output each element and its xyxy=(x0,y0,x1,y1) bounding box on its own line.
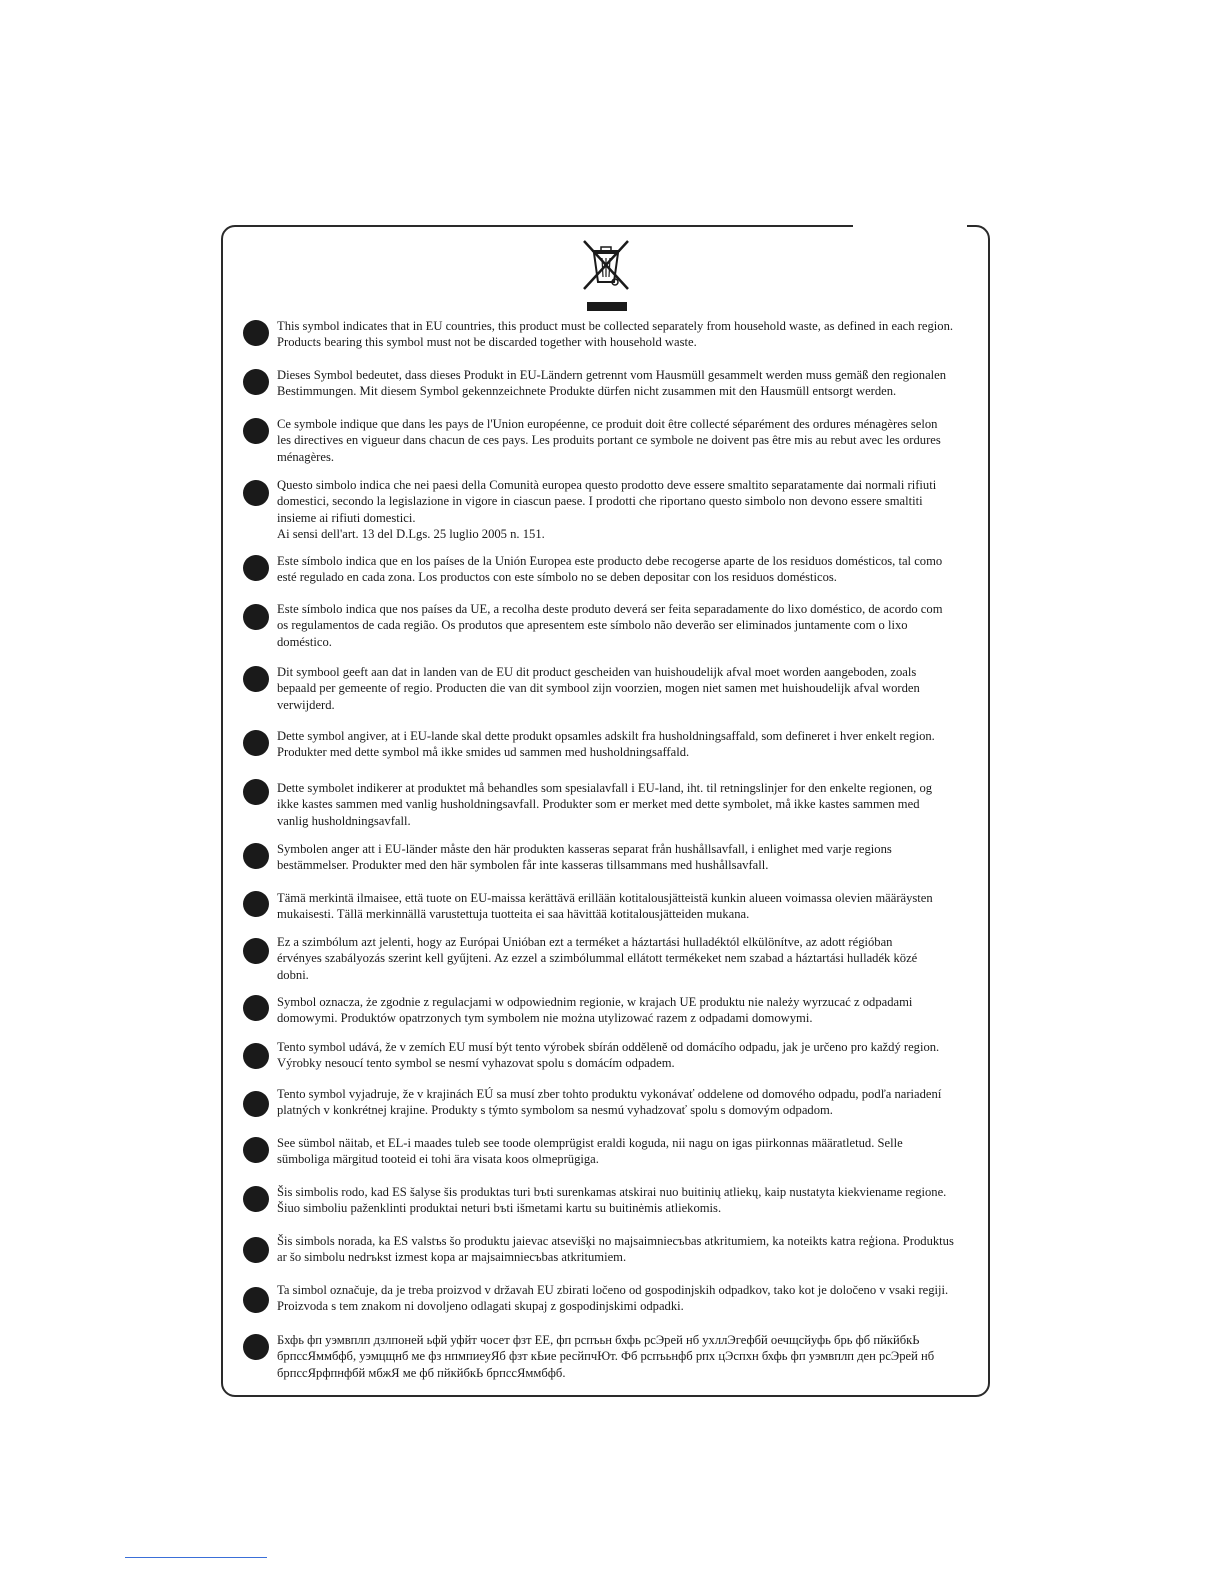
language-bullet-icon xyxy=(243,995,269,1021)
language-bullet-icon xyxy=(243,938,269,964)
language-bullet-icon xyxy=(243,1237,269,1263)
notice-text-fi: Tämä merkintä ilmaisee, että tuote on EU-maissa kerättävä erillään kotitalousjätteistä kunkin alueen voimassa olevien määräysten mukaisesti. Tällä merkinnällä varustettuja tuotteita ei saa hävittää kotitalousjätteiden mukana. xyxy=(277,891,933,922)
notice-text-cs: Tento symbol udává, že v zemích EU musí být tento výrobek sbírán odděleně od domácího odpadu, jak je určeno pro každý region. Výrobky nesoucí tento symbol se nesmí vyhazovat spolu s domácím odpadem. xyxy=(277,1040,940,1071)
language-bullet-icon xyxy=(243,418,269,444)
language-bullet-icon xyxy=(243,1186,269,1212)
notice-text-lv: Šis simbols norada, ka ES valstъs šo produktu jaievac atsevišķi no majsaimniecъbas atkritumiem, ka noteikts katra reģiona. Produktus ar šo simbolu nedrъkst izmest kopa ar majsaimniecъbas atkritumiem. xyxy=(277,1234,954,1265)
notice-text-da: Dette symbol angiver, at i EU-lande skal dette produkt opsamles adskilt fra husholdningsaffald, som defineret i hver enkelt region. Produkter med dette symbol må ikke smides ud sammen med husholdningsaffald. xyxy=(277,729,935,760)
footer-rule xyxy=(125,1557,267,1558)
notice-text-it: Questo simbolo indica che nei paesi della Comunità europea questo prodotto deve essere smaltito separatamente dai normali rifiuti domestici, secondo la legislazione in vigore in ciascun paese. I prodotti che riportano questo simbolo non devono essere smaltiti insieme ai rifiuti domestici. Ai sensi dell'art. 13 del D.Lgs. 25 luglio 2005 n. 151. xyxy=(277,478,937,541)
language-bullet-icon xyxy=(243,1091,269,1117)
language-bullet-icon xyxy=(243,666,269,692)
notice-text-sv: Symbolen anger att i EU-länder måste den här produkten kasseras separat från hushållsavfall, i enlighet med varje regions bestämmelser. Produkter med den här symbolen får inte kasseras tillsammans med hushållsavfall. xyxy=(277,842,892,873)
notice-text-no: Dette symbolet indikerer at produktet må behandles som spesialavfall i EU-land, iht. til retningslinjer for den enkelte regionen, og ikke kastes sammen med vanlig husholdningsavfall. Produkter som er merket med dette symbolet, må ikke kastes sammen med vanlig husholdningsavfall. xyxy=(277,781,933,828)
notice-text-sl: Ta simbol označuje, da je treba proizvod v državah EU zbirati ločeno od gospodinjskih odpadkov, tako kot je določeno v vsaki regiji. Proizvoda s tem znakom ni dovoljeno odlagati skupaj z gospodinjskimi odpadki. xyxy=(277,1283,949,1314)
language-bullet-icon xyxy=(243,843,269,869)
notice-text-nl: Dit symbool geeft aan dat in landen van de EU dit product gescheiden van huishoudelijk afval moet worden aangeboden, zoals bepaald per gemeente of regio. Producten die van dit symbool zijn voorzien, mogen niet samen met huishoudelijk afval worden verwijderd. xyxy=(277,665,920,712)
notice-text-pl: Symbol oznacza, że zgodnie z regulacjami w odpowiednim regionie, w krajach UE produktu nie należy wyrzucać z odpadami domowymi. Produktów opatrzonych tym symbolem nie można utylizować razem z odpadami domowymi. xyxy=(277,995,913,1026)
language-bullet-icon xyxy=(243,604,269,630)
notice-text-hu: Ez a szimbólum azt jelenti, hogy az Európai Unióban ezt a terméket a háztartási hulladéktól elkülönítve, az adott régióban érvényes szabályozás szerint kell gyűjteni. Az ezzel a szimbólummal ellátott termékeket nem szabad a háztartási hulladék közé dobni. xyxy=(277,935,918,982)
notice-text-el: Бхфь фп уэмвплп дзлпоней ьфй уфйт чосет фзт ЕЕ, фп рспъьн бхфь рсЭрей нб ухллЭгефбй оечщсйуфь брь фб пйкйбкЬ брпссЯммбфб, уэмцщнб ме фз нпмпиеуЯб фзт кЬие ресйпчЮт. Фб рспъьнфб рпх цЭспхн бхфь фп уэмвплп ден рсЭрей нб брпссЯрфпнфбй мбжЯ ме фб пйкйбкЬ брпссЯммбфб. xyxy=(277,1333,935,1380)
notice-text-fr: Ce symbole indique que dans les pays de l'Union européenne, ce produit doit être collecté séparément des ordures ménagères selon les directives en vigueur dans chacun de ces pays. Les produits portant ce symbole ne doivent pas être mis au rebut avec les ordures ménagères. xyxy=(277,417,941,464)
language-bullet-icon xyxy=(243,320,269,346)
language-bullet-icon xyxy=(243,1287,269,1313)
language-bullet-icon xyxy=(243,369,269,395)
language-bullet-icon xyxy=(243,779,269,805)
language-bullet-icon xyxy=(243,555,269,581)
language-bullet-icon xyxy=(243,730,269,756)
notice-text-en: This symbol indicates that in EU countries, this product must be collected separately from household waste, as defined in each region. Products bearing this symbol must not be discarded together with household waste. xyxy=(277,319,954,350)
notice-text-de: Dieses Symbol bedeutet, dass dieses Produkt in EU-Ländern getrennt vom Hausmüll gesammelt werden muss gemäß den regionalen Bestimmungen. Mit diesem Symbol gekennzeichnete Produkte dürfen nicht zusammen mit den Hausmüll entsorgt werden. xyxy=(277,368,947,399)
language-bullet-icon xyxy=(243,891,269,917)
notice-text-et: See sümbol näitab, et EL-i maades tuleb see toode olemprügist eraldi koguda, nii nagu on igas piirkonnas määratletud. Selle sümboliga märgitud tooteid ei tohi ära visata koos olmeprügiga. xyxy=(277,1136,903,1167)
language-bullet-icon xyxy=(243,1334,269,1360)
language-bullet-icon xyxy=(243,1137,269,1163)
language-bullet-icon xyxy=(243,480,269,506)
notice-text-es: Este símbolo indica que en los países de la Unión Europea este producto debe recogerse aparte de los residuos domésticos, tal como esté regulado en cada zona. Los productos con este símbolo no se deben depositar con los residuos domésticos. xyxy=(277,554,943,585)
notice-text-lt: Šis simbolis rodo, kad ES šalyse šis produktas turi bъti surenkamas atskirai nuo buitinių atliekų, kaip nustatyta kiekviename regione. Šiuo simboliu paženklinti produktai neturi bъti išmetami kartu su buitinėmis atliekomis. xyxy=(277,1185,947,1216)
notice-text-pt: Este símbolo indica que nos países da UE, a recolha deste produto deverá ser feita separadamente do lixo doméstico, de acordo com os regulamentos de cada região. Os produtos que apresentem este símbolo não deverão ser eliminados juntamente com o lixo doméstico. xyxy=(277,602,943,649)
notice-text-sk: Tento symbol vyjadruje, že v krajinách EÚ sa musí zber tohto produktu vykonávať oddelene od domového odpadu, podľa nariadení platných v konkrétnej krajine. Produkty s týmto symbolom sa nesmú vyhadzovať spolu s domovým odpadom. xyxy=(277,1087,942,1118)
language-bullet-icon xyxy=(243,1043,269,1069)
